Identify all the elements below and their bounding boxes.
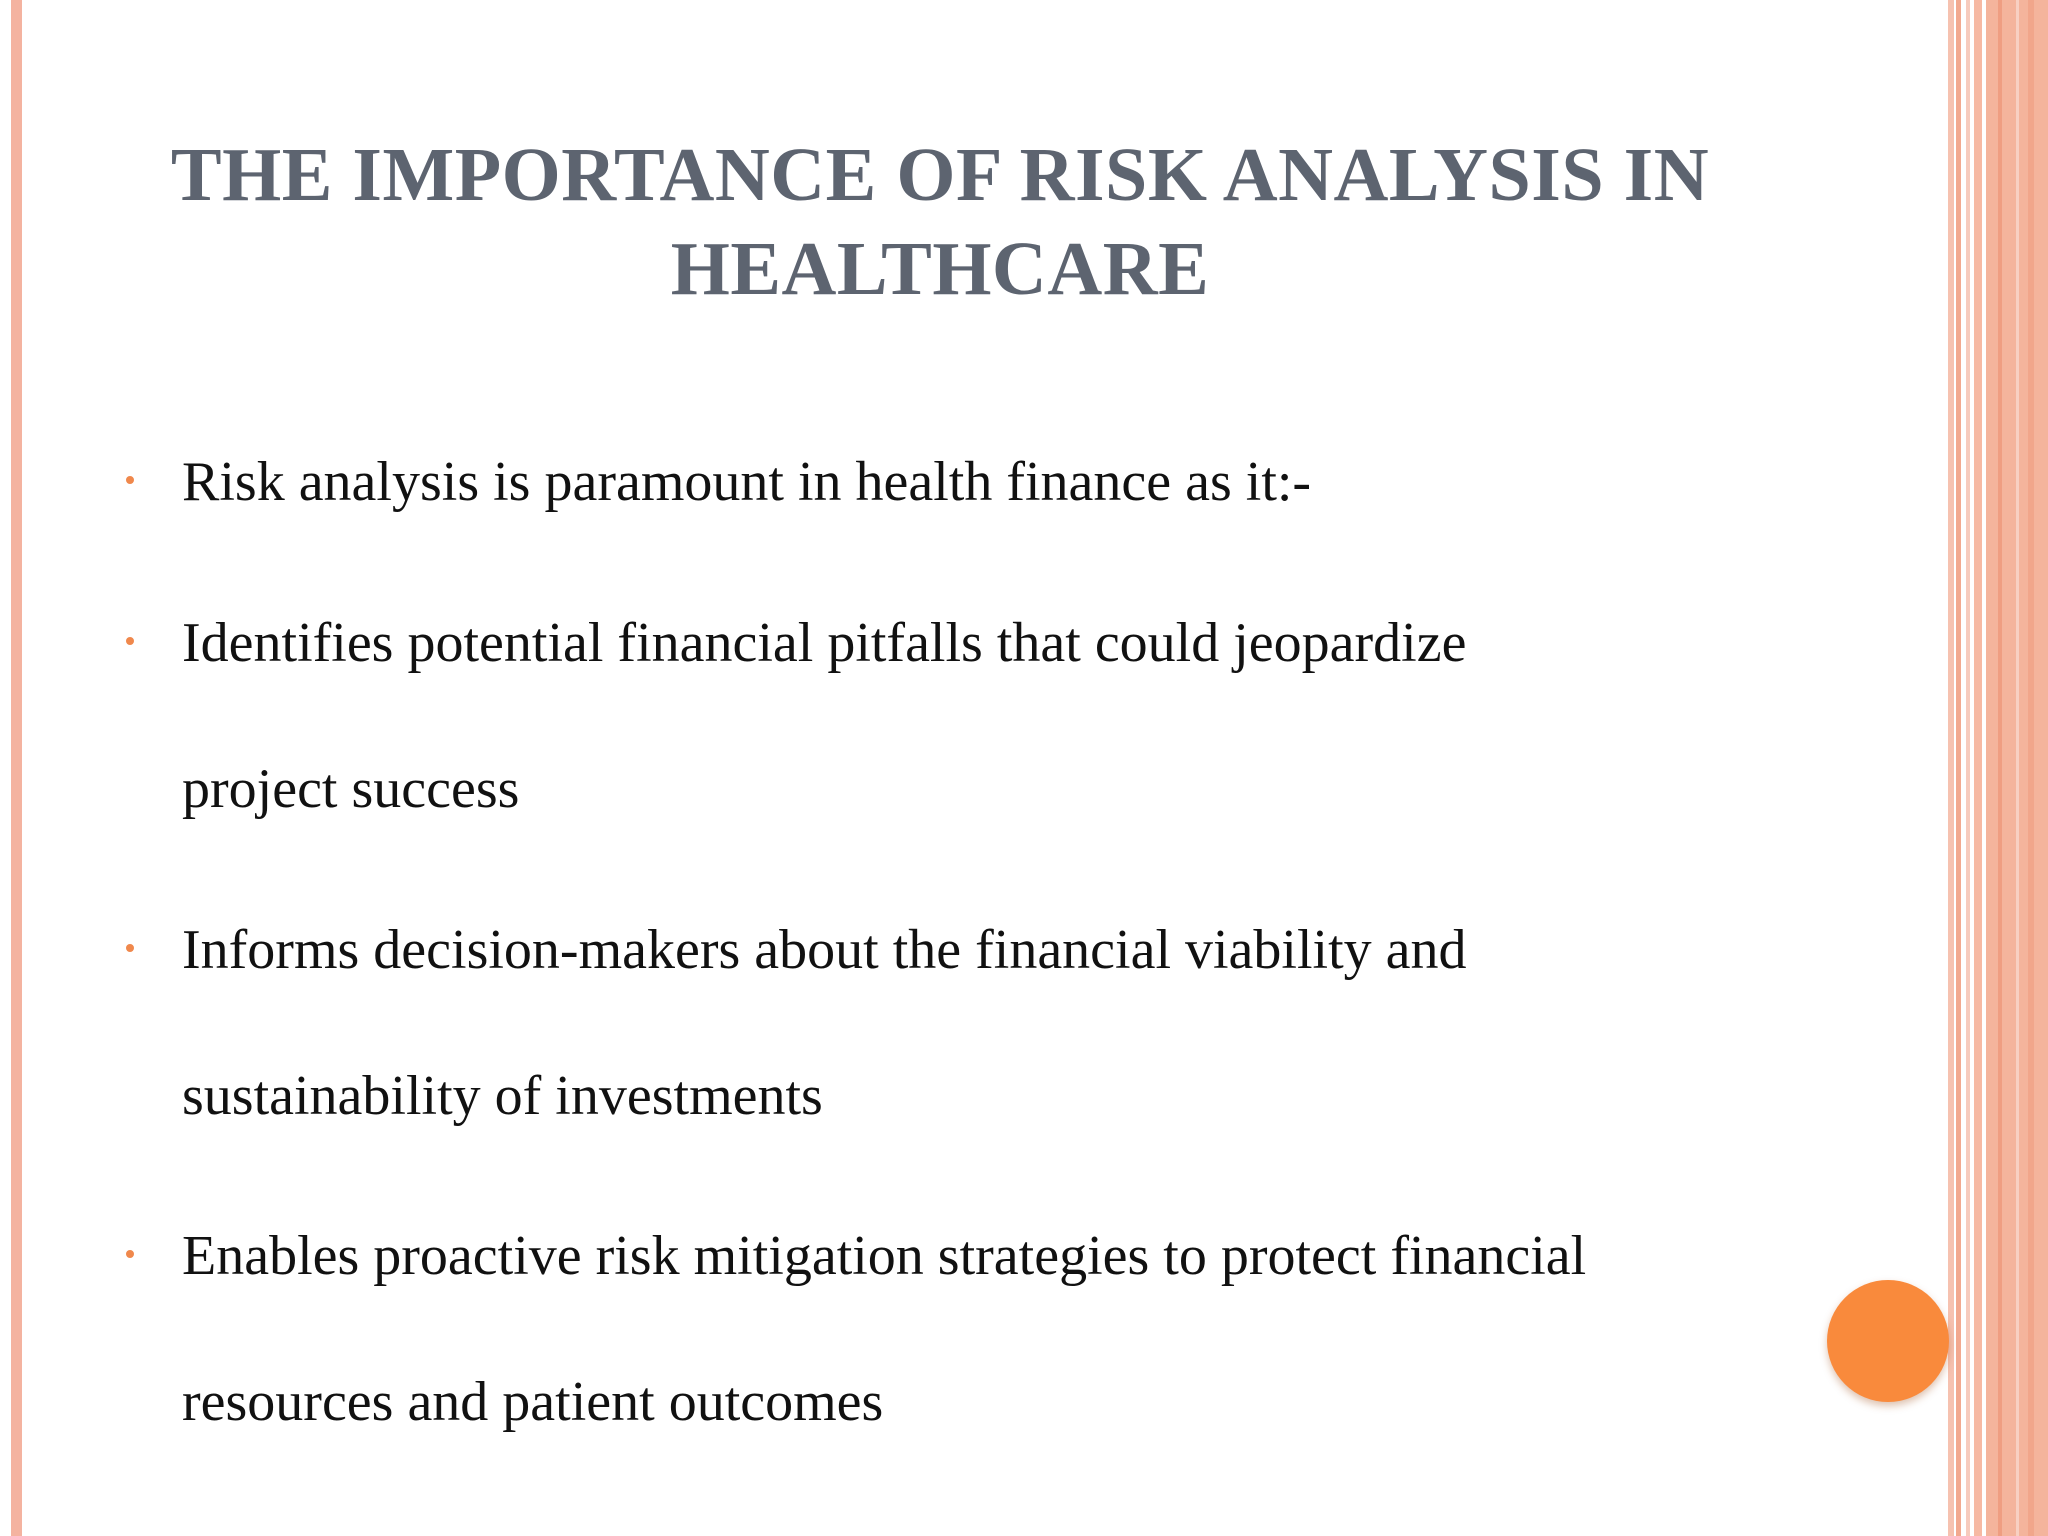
border-stripe (2016, 0, 2019, 1536)
bullet-dot-icon (126, 637, 134, 645)
right-decorative-border (1948, 0, 2048, 1536)
bullet-text-continuation: resources and patient outcomes (182, 1371, 884, 1433)
bullet-dot-icon (126, 476, 134, 484)
border-stripe (2028, 0, 2034, 1536)
bullet-dot-icon (126, 1250, 134, 1258)
bullet-text: Informs decision-makers about the financial viability and (182, 919, 1467, 981)
orange-circle-decoration (1827, 1280, 1949, 1402)
bullet-text: Risk analysis is paramount in health finance as it:- (182, 451, 1312, 513)
bullet-dot-icon (126, 944, 134, 952)
bullet-text-continuation: project success (182, 758, 520, 820)
title-line-1: THE IMPORTANCE OF RISK ANALYSIS IN (170, 133, 1710, 217)
bullet-text: Enables proactive risk mitigation strategies to protect financial (182, 1225, 1587, 1287)
border-stripe (1956, 0, 1961, 1536)
border-stripe (1966, 0, 1970, 1536)
border-stripe (1974, 0, 1982, 1536)
bullet-text-continuation: sustainability of investments (182, 1065, 823, 1127)
border-stripe (1948, 0, 1954, 1536)
title-line-2: HEALTHCARE (670, 227, 1210, 311)
bullet-text: Identifies potential financial pitfalls that could jeopardize (182, 612, 1467, 674)
border-stripe (1998, 0, 2002, 1536)
